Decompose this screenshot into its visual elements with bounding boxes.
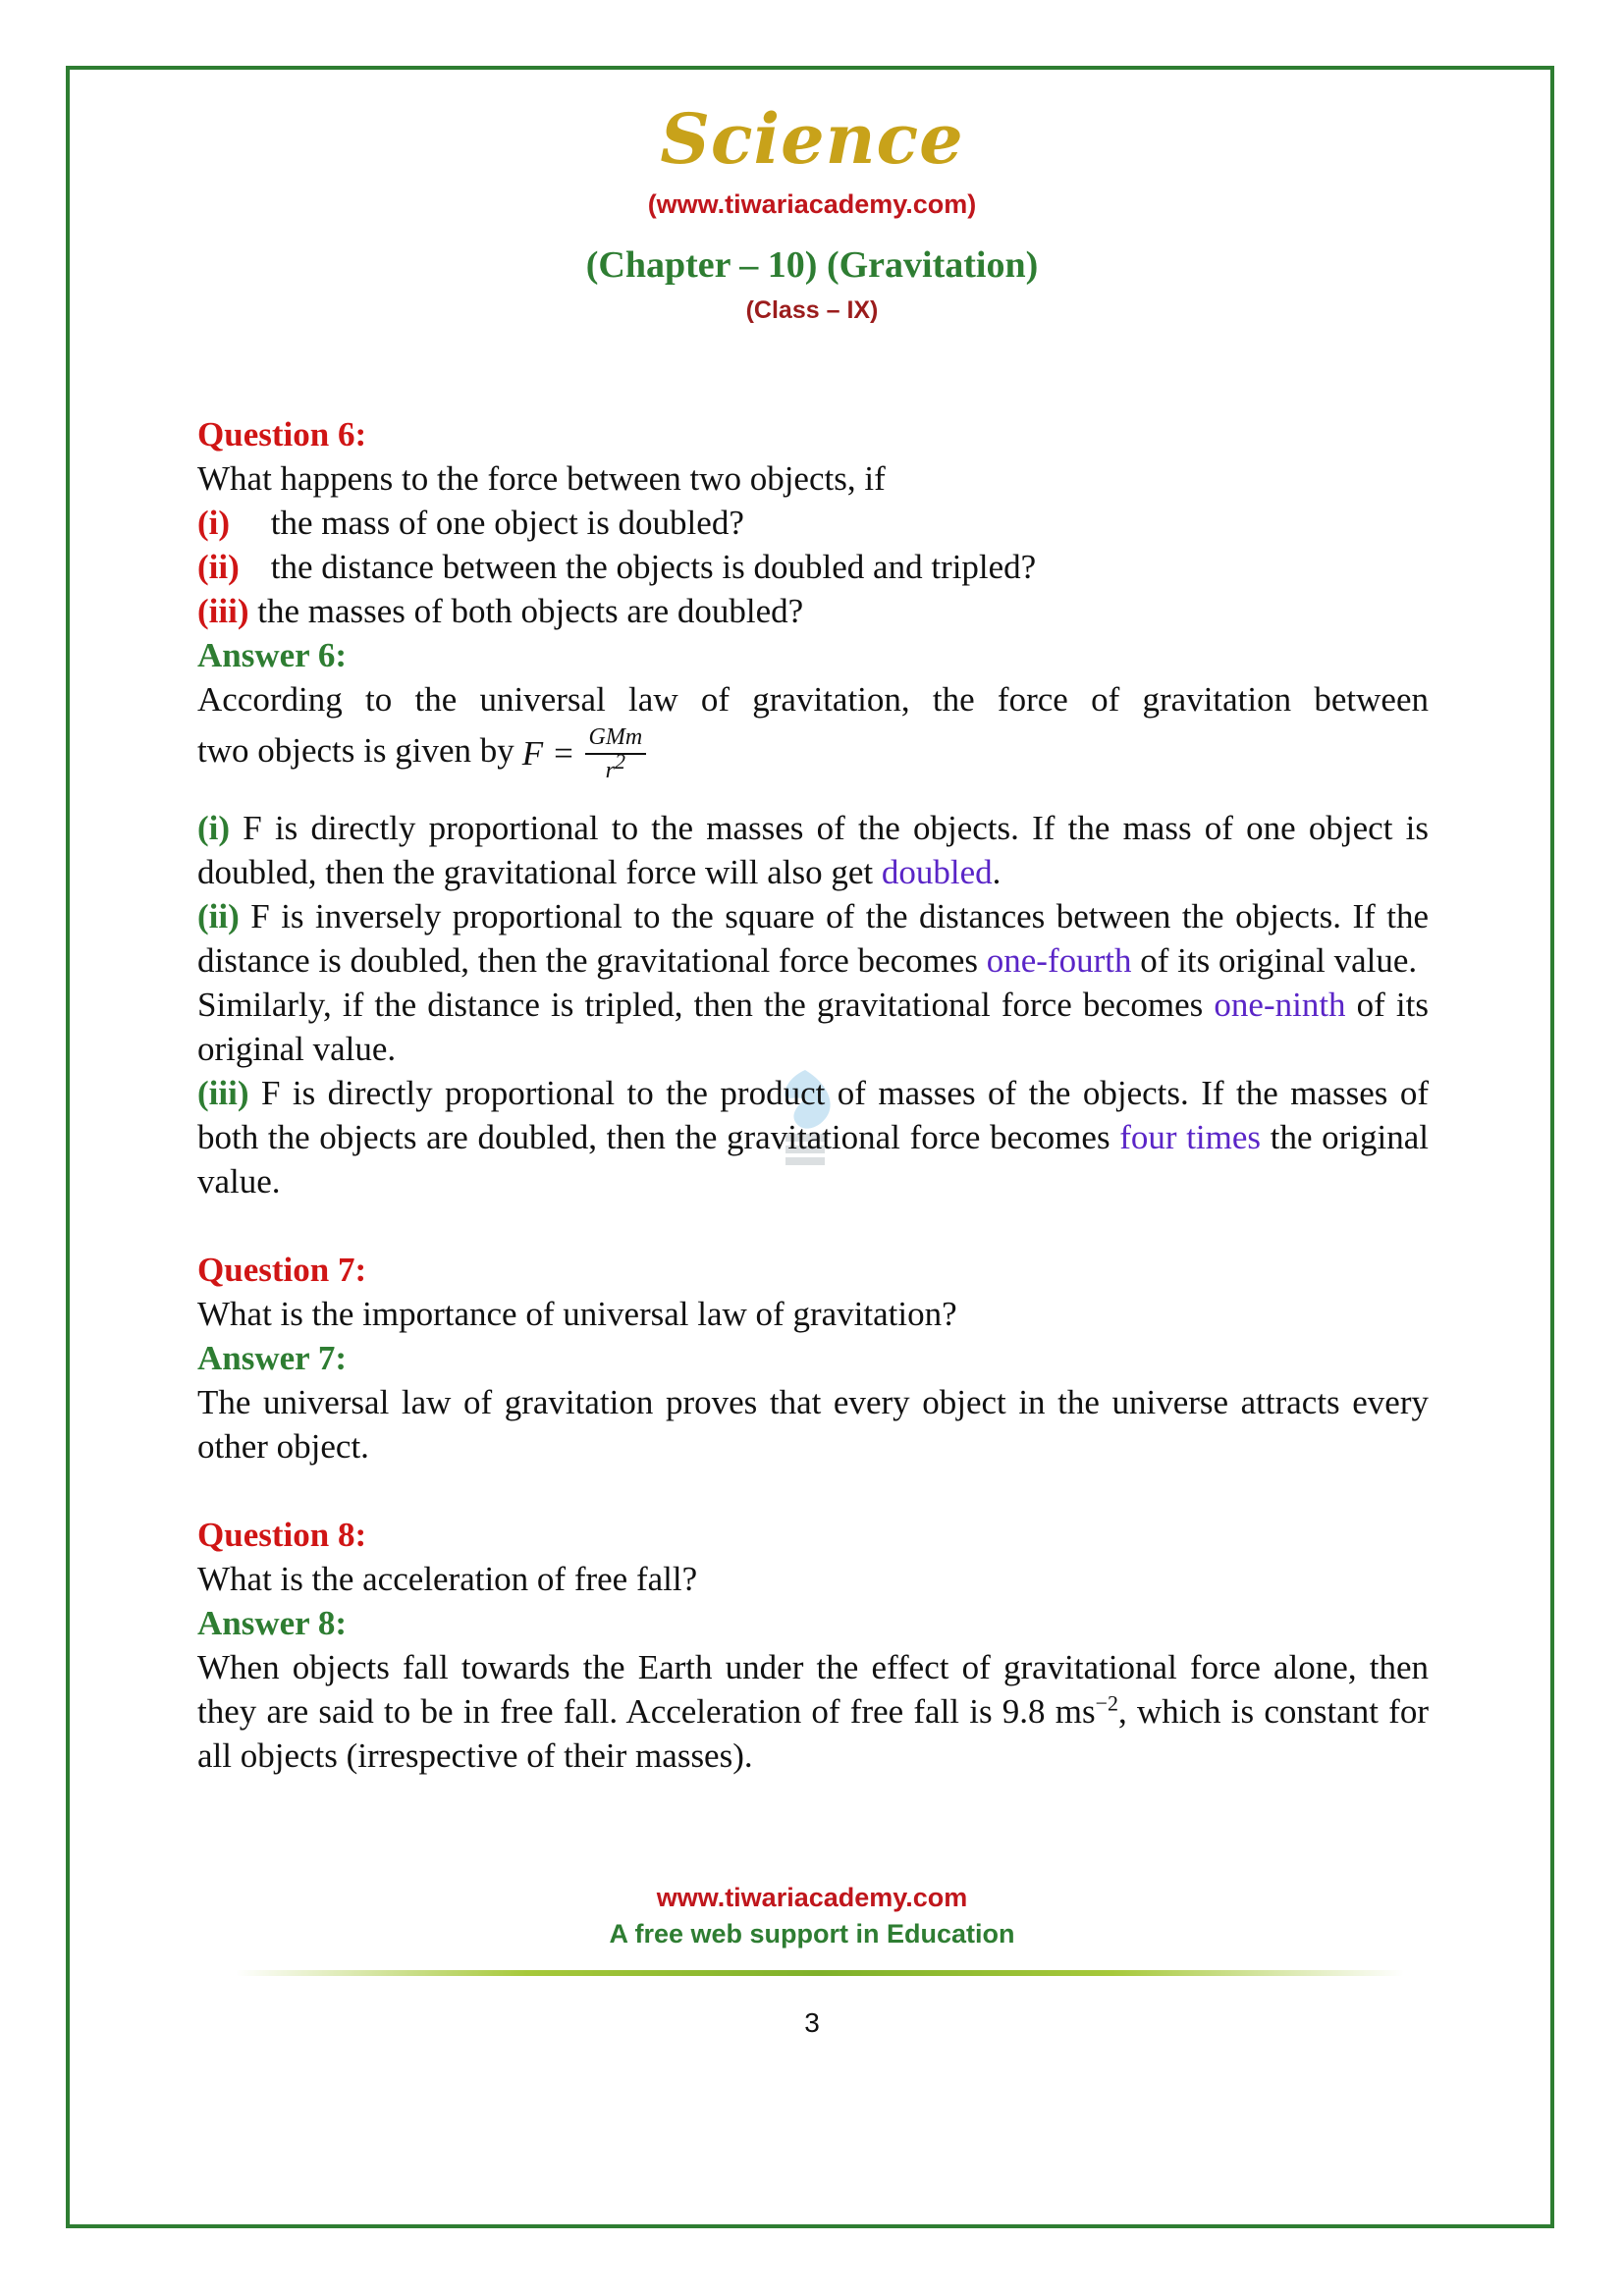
question-7-text: What is the importance of universal law of gravitation? xyxy=(197,1295,957,1333)
item-text: the masses of both objects are doubled? xyxy=(257,592,804,630)
main-content xyxy=(197,412,1429,1778)
footer-divider xyxy=(236,1970,1404,1976)
question-6-label: Question 6: xyxy=(197,415,367,454)
formula-numerator: GMm xyxy=(585,723,647,755)
spacer xyxy=(197,780,1429,806)
highlight-term: one-fourth xyxy=(986,941,1132,980)
answer-8-text xyxy=(197,1645,1429,1778)
part-tail: of its original value. xyxy=(197,986,1430,1068)
part-text: F is directly proportional to the masses of the objects. If the mass of one object is doubled, then the gravitational force will also get xyxy=(197,809,1429,891)
spacer xyxy=(197,1468,1429,1513)
part-marker: (ii) xyxy=(197,897,240,935)
highlight-term: one-ninth xyxy=(1214,986,1346,1024)
chapter-heading: (Chapter – 10) (Gravitation) xyxy=(585,244,1039,286)
answer-6-part-2 xyxy=(197,894,1429,983)
answer-8-text-b: , which is constant for all objects (irrespective of their masses). xyxy=(197,1692,1429,1775)
page-title: Science xyxy=(660,98,964,180)
question-7-label: Question 7: xyxy=(197,1251,367,1289)
part-tail: the original value. xyxy=(197,1118,1430,1201)
footer-site-link[interactable]: www.tiwariacademy.com xyxy=(656,1883,968,1912)
formula-denominator xyxy=(585,748,647,784)
answer-7-text: The universal law of gravitation proves that every object in the universe attracts every other object. xyxy=(197,1383,1429,1466)
answer-6-part-1: (i) F is directly proportional to the masses of the objects. If the mass of one object is doubled, then the gravitational force will also get doubled. xyxy=(197,809,1429,891)
question-8-text: What is the acceleration of free fall? xyxy=(197,1560,698,1598)
formula-fraction xyxy=(585,723,647,784)
part-text: Similarly, if the distance is tripled, then the gravitational force becomes xyxy=(197,986,1204,1024)
header-site: (www.tiwariacademy.com) xyxy=(647,189,977,219)
answer-6-intro: According to the universal law of gravitation, the force of gravitation between xyxy=(197,680,1429,719)
answer-6-part-2b xyxy=(197,983,1429,1071)
highlight-term: doubled xyxy=(881,853,993,891)
part-tail: of its original value. xyxy=(1140,941,1418,980)
formula-den-base: r xyxy=(605,757,615,783)
formula-den-exponent: 2 xyxy=(615,748,625,774)
question-8-label: Question 8: xyxy=(197,1516,367,1554)
part-text: F is inversely proportional to the square of the distances between the objects. If the distance is doubled, then the gravitational force becomes xyxy=(197,897,1429,980)
item-marker: (ii) xyxy=(197,548,240,586)
question-6-item xyxy=(197,545,1429,589)
class-label: (Class – IX) xyxy=(745,296,879,324)
question-6-item xyxy=(197,589,1429,633)
formula-intro: two objects is given by xyxy=(197,731,514,770)
item-text: the mass of one object is doubled? xyxy=(270,504,744,542)
answer-8-label: Answer 8: xyxy=(197,1604,347,1642)
answer-6-formula-line xyxy=(197,721,1429,783)
item-marker: (iii) xyxy=(197,592,249,630)
answer-7-label: Answer 7: xyxy=(197,1339,347,1377)
footer-tagline: A free web support in Education xyxy=(609,1919,1015,1949)
formula-lhs: F = xyxy=(521,733,575,773)
question-6-item xyxy=(197,501,1429,545)
answer-6-part-3 xyxy=(197,1071,1429,1203)
part-marker: (i) xyxy=(197,809,231,847)
part-text: F is directly proportional to the product of masses of the objects. If the masses of both the objects are doubled, then the gravitational force becomes xyxy=(197,1074,1429,1156)
page-number: 3 xyxy=(804,2007,820,2038)
answer-8-exponent: −2 xyxy=(1095,1690,1119,1716)
item-marker: (i) xyxy=(197,504,231,542)
answer-6-label: Answer 6: xyxy=(197,636,347,674)
highlight-term: four times xyxy=(1119,1118,1262,1156)
part-marker: (iii) xyxy=(197,1074,249,1112)
answer-8-text-a: When objects fall towards the Earth under the effect of gravitational force alone, then they are said to be in free fall. Acceleration of free fall is 9.8 ms xyxy=(197,1648,1429,1731)
item-text: the distance between the objects is doubled and tripled? xyxy=(270,548,1037,586)
question-6-text: What happens to the force between two objects, if xyxy=(197,459,886,498)
spacer xyxy=(197,1203,1429,1248)
